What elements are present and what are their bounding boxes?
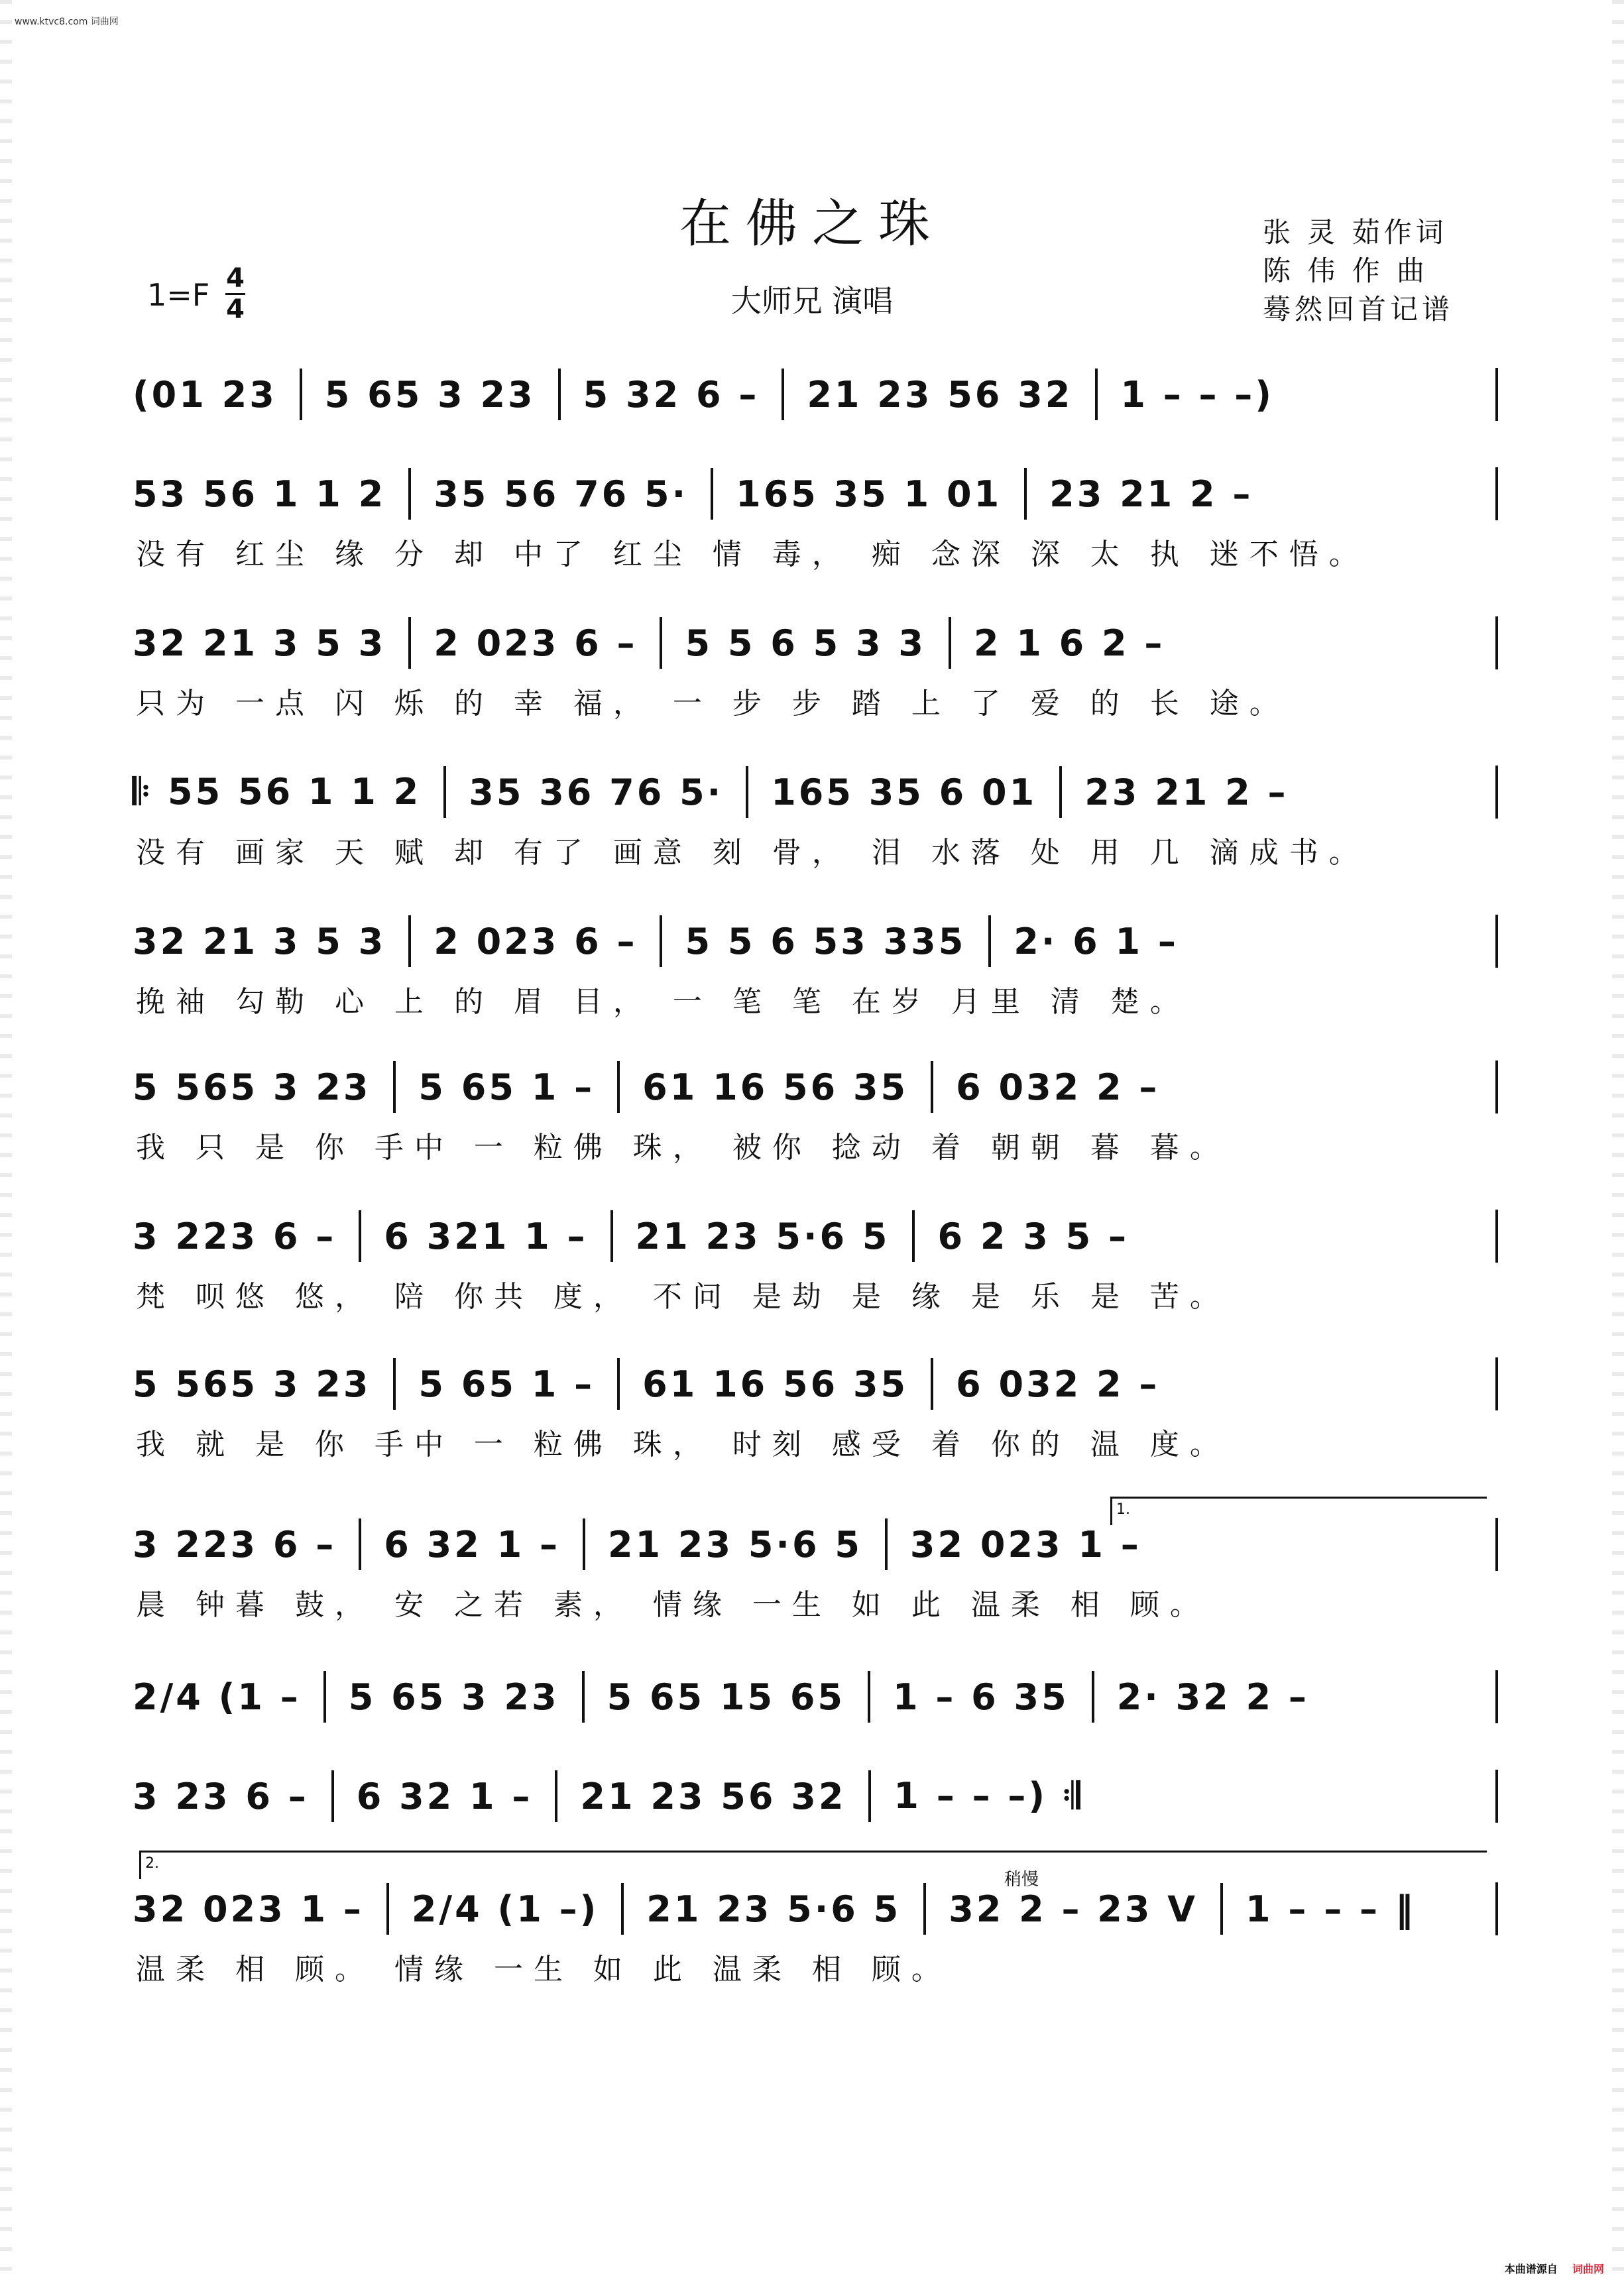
measure: 5 32 6 – [583, 373, 760, 416]
barline [885, 1518, 888, 1570]
song-title: 在佛之珠 [679, 194, 945, 254]
notation-line [133, 1210, 1498, 1263]
lyric-line: 我 就 是 你 手中 一 粒佛 珠， 时刻 感受 着 你的 温 度。 [136, 1428, 1230, 1461]
tempo-mark: 稍慢 [1004, 1870, 1039, 1890]
volta-1-label: 1. [1116, 1501, 1130, 1518]
score-row [133, 1357, 1498, 1410]
score-row [133, 1770, 1498, 1823]
measure: 6 321 1 – [384, 1215, 588, 1257]
barline-end [1495, 1357, 1498, 1410]
barline [300, 369, 302, 420]
volta-1 [1110, 1497, 1487, 1525]
measure: 32 023 1 – [133, 1888, 364, 1930]
barline [1095, 369, 1098, 420]
measure: 21 23 56 32 [580, 1775, 846, 1817]
barline-end [1495, 1882, 1498, 1935]
measure: 2 023 6 – [434, 920, 638, 962]
measure: 35 56 76 5· [434, 473, 689, 515]
footer-site: 词曲网 [1572, 2263, 1604, 2275]
measure: 21 23 5·6 5 [646, 1888, 901, 1930]
measure: 5 65 3 23 [348, 1676, 559, 1718]
measure: 53 56 1 1 2 [133, 473, 386, 515]
time-signature [225, 264, 245, 324]
volta-2 [139, 1851, 1487, 1879]
measure: 6 032 2 – [956, 1363, 1160, 1405]
barline [617, 1358, 620, 1410]
score-row [133, 616, 1498, 669]
barline [393, 1061, 396, 1113]
barline [949, 617, 951, 669]
barline-end [1495, 1770, 1498, 1823]
measure: 32 023 1 – [909, 1523, 1141, 1566]
measure: 2/4 (1 –) [411, 1888, 599, 1930]
score-row [133, 368, 1498, 421]
barline-end [1495, 1670, 1498, 1723]
score-row [133, 766, 1498, 819]
composer-credit: 陈 伟 作 曲 [1263, 255, 1429, 287]
measure: 61 16 56 35 [642, 1066, 909, 1108]
measure: 6 032 2 – [956, 1066, 1160, 1108]
barline [558, 369, 561, 420]
notation-line [133, 467, 1498, 520]
measure: 3 223 6 – [133, 1215, 337, 1257]
barline [1024, 468, 1027, 520]
measure: 5 565 3 23 [133, 1066, 371, 1108]
key-signature: 1=F [147, 277, 210, 313]
notation-line [133, 915, 1498, 968]
barline [931, 1061, 933, 1113]
measure: 6 32 1 – [356, 1775, 533, 1817]
credits-block [1263, 213, 1454, 329]
barline [610, 1210, 613, 1262]
measure: 165 35 6 01 [771, 771, 1037, 813]
lyric-line: 我 只 是 你 手中 一 粒佛 珠， 被你 捻动 着 朝朝 暮 暮。 [136, 1131, 1230, 1165]
barline [617, 1061, 620, 1113]
measure: 2/4 (1 – [133, 1676, 301, 1718]
footer [1505, 2261, 1604, 2276]
measure: 2 1 6 2 – [973, 622, 1165, 664]
score-row [133, 915, 1498, 968]
measure: 𝄆 55 56 1 1 2 [133, 771, 422, 813]
barline [582, 1671, 585, 1723]
barline [408, 468, 411, 520]
barline-end [1495, 467, 1498, 520]
barline-end [1495, 766, 1498, 819]
score-row [133, 1518, 1498, 1571]
barline [323, 1671, 326, 1723]
barline [988, 915, 991, 967]
notation-line [133, 1060, 1498, 1113]
notation-line [133, 766, 1498, 819]
barline-end [1495, 915, 1498, 968]
lyric-line: 只为 一点 闪 烁 的 幸 福， 一 步 步 踏 上 了 爱 的 长 途。 [136, 687, 1289, 720]
left-watermark-strip [0, 0, 12, 2284]
barline [359, 1518, 361, 1570]
measure: 6 32 1 – [384, 1523, 560, 1566]
notation-line [133, 368, 1498, 421]
notation-line [133, 1770, 1498, 1823]
barline [621, 1883, 624, 1935]
barline [660, 617, 662, 669]
barline [931, 1358, 933, 1410]
barline [868, 1770, 871, 1822]
measure: 21 23 5·6 5 [635, 1215, 890, 1257]
footer-source: 本曲谱源自 [1504, 2263, 1558, 2275]
singer-credit: 大师兄 演唱 [730, 283, 894, 319]
measure: 3 223 6 – [133, 1523, 337, 1566]
time-sig-top: 4 [226, 263, 245, 294]
barline [583, 1518, 585, 1570]
measure: 5 5 6 5 3 3 [685, 622, 926, 664]
measure: 2 023 6 – [434, 622, 638, 664]
measure: 2· 6 1 – [1014, 920, 1179, 962]
barline [408, 617, 411, 669]
measure: 32 2 – 23 ᐯ [949, 1888, 1198, 1930]
measure: 1 – – – ‖ [1246, 1888, 1416, 1930]
score-row [133, 1670, 1498, 1723]
barline [1092, 1671, 1094, 1723]
barline [660, 915, 662, 967]
measure: 5 65 1 – [418, 1066, 595, 1108]
measure: 23 21 2 – [1049, 473, 1253, 515]
barline [782, 369, 784, 420]
barline [331, 1770, 334, 1822]
lyric-line: 梵 呗悠 悠， 陪 你共 度， 不问 是劫 是 缘 是 乐 是 苦。 [136, 1280, 1230, 1314]
measure: 21 23 5·6 5 [607, 1523, 862, 1566]
measure: 21 23 56 32 [807, 373, 1073, 416]
measure: 1 – 6 35 [893, 1676, 1069, 1718]
barline [359, 1210, 361, 1262]
barline-end [1495, 1518, 1498, 1571]
notation-line [133, 1518, 1498, 1571]
measure: 61 16 56 35 [642, 1363, 909, 1405]
score-row [133, 1060, 1498, 1113]
lyric-line: 没有 画家 天 赋 却 有了 画意 刻 骨， 泪 水落 处 用 几 滴成书。 [136, 836, 1369, 870]
barline [1220, 1883, 1223, 1935]
measure: 5 65 1 – [418, 1363, 595, 1405]
measure: 5 65 15 65 [607, 1676, 845, 1718]
time-sig-bottom: 4 [226, 294, 245, 325]
barline [923, 1883, 926, 1935]
notation-line [133, 1670, 1498, 1723]
right-watermark-strip [1612, 0, 1624, 2284]
score-row [133, 1882, 1498, 1935]
barline [746, 766, 748, 818]
score-row [133, 467, 1498, 520]
measure: 1 – – –) [1120, 373, 1274, 416]
lyric-line: 没有 红尘 缘 分 却 中了 红尘 情 毒， 痴 念深 深 太 执 迷不悟。 [136, 538, 1369, 571]
measure: 5 565 3 23 [133, 1363, 371, 1405]
measure: 5 5 6 53 335 [685, 920, 966, 962]
barline [386, 1883, 389, 1935]
measure: 32 21 3 5 3 [133, 622, 386, 664]
barline-end [1495, 368, 1498, 421]
measure: 5 65 3 23 [324, 373, 536, 416]
measure: 2· 32 2 – [1116, 1676, 1309, 1718]
measure: 6 2 3 5 – [937, 1215, 1129, 1257]
measure: 35 36 76 5· [469, 771, 724, 813]
volta-2-label: 2. [145, 1855, 159, 1872]
notation-line [133, 1357, 1498, 1410]
notation-line [133, 1882, 1498, 1935]
lyric-line: 温柔 相 顾。 情缘 一生 如 此 温柔 相 顾。 [136, 1953, 951, 1986]
measure: 3 23 6 – [133, 1775, 309, 1817]
barline-end [1495, 1210, 1498, 1263]
transcriber-credit: 蓦然回首记谱 [1263, 293, 1454, 325]
barline [443, 766, 446, 818]
barline [1059, 766, 1062, 818]
measure: 165 35 1 01 [736, 473, 1002, 515]
score-row [133, 1210, 1498, 1263]
measure: 23 21 2 – [1084, 771, 1289, 813]
source-label: www.ktvc8.com 词曲网 [15, 17, 119, 27]
barline [408, 915, 411, 967]
barline-end [1495, 1060, 1498, 1113]
measure: 1 – – –) 𝄇 [894, 1775, 1083, 1817]
barline [868, 1671, 870, 1723]
measure: 32 21 3 5 3 [133, 920, 386, 962]
notation-line [133, 616, 1498, 669]
lyric-line: 挽袖 勾勒 心 上 的 眉 目， 一 笔 笔 在岁 月里 清 楚。 [136, 985, 1190, 1019]
lyric-line: 晨 钟暮 鼓， 安 之若 素， 情缘 一生 如 此 温柔 相 顾。 [136, 1588, 1210, 1622]
barline-end [1495, 616, 1498, 669]
measure: (01 23 [133, 373, 277, 416]
barline [555, 1770, 557, 1822]
barline [711, 468, 713, 520]
lyricist-credit: 张 灵 茹作词 [1263, 216, 1448, 249]
barline [393, 1358, 396, 1410]
barline [912, 1210, 915, 1262]
